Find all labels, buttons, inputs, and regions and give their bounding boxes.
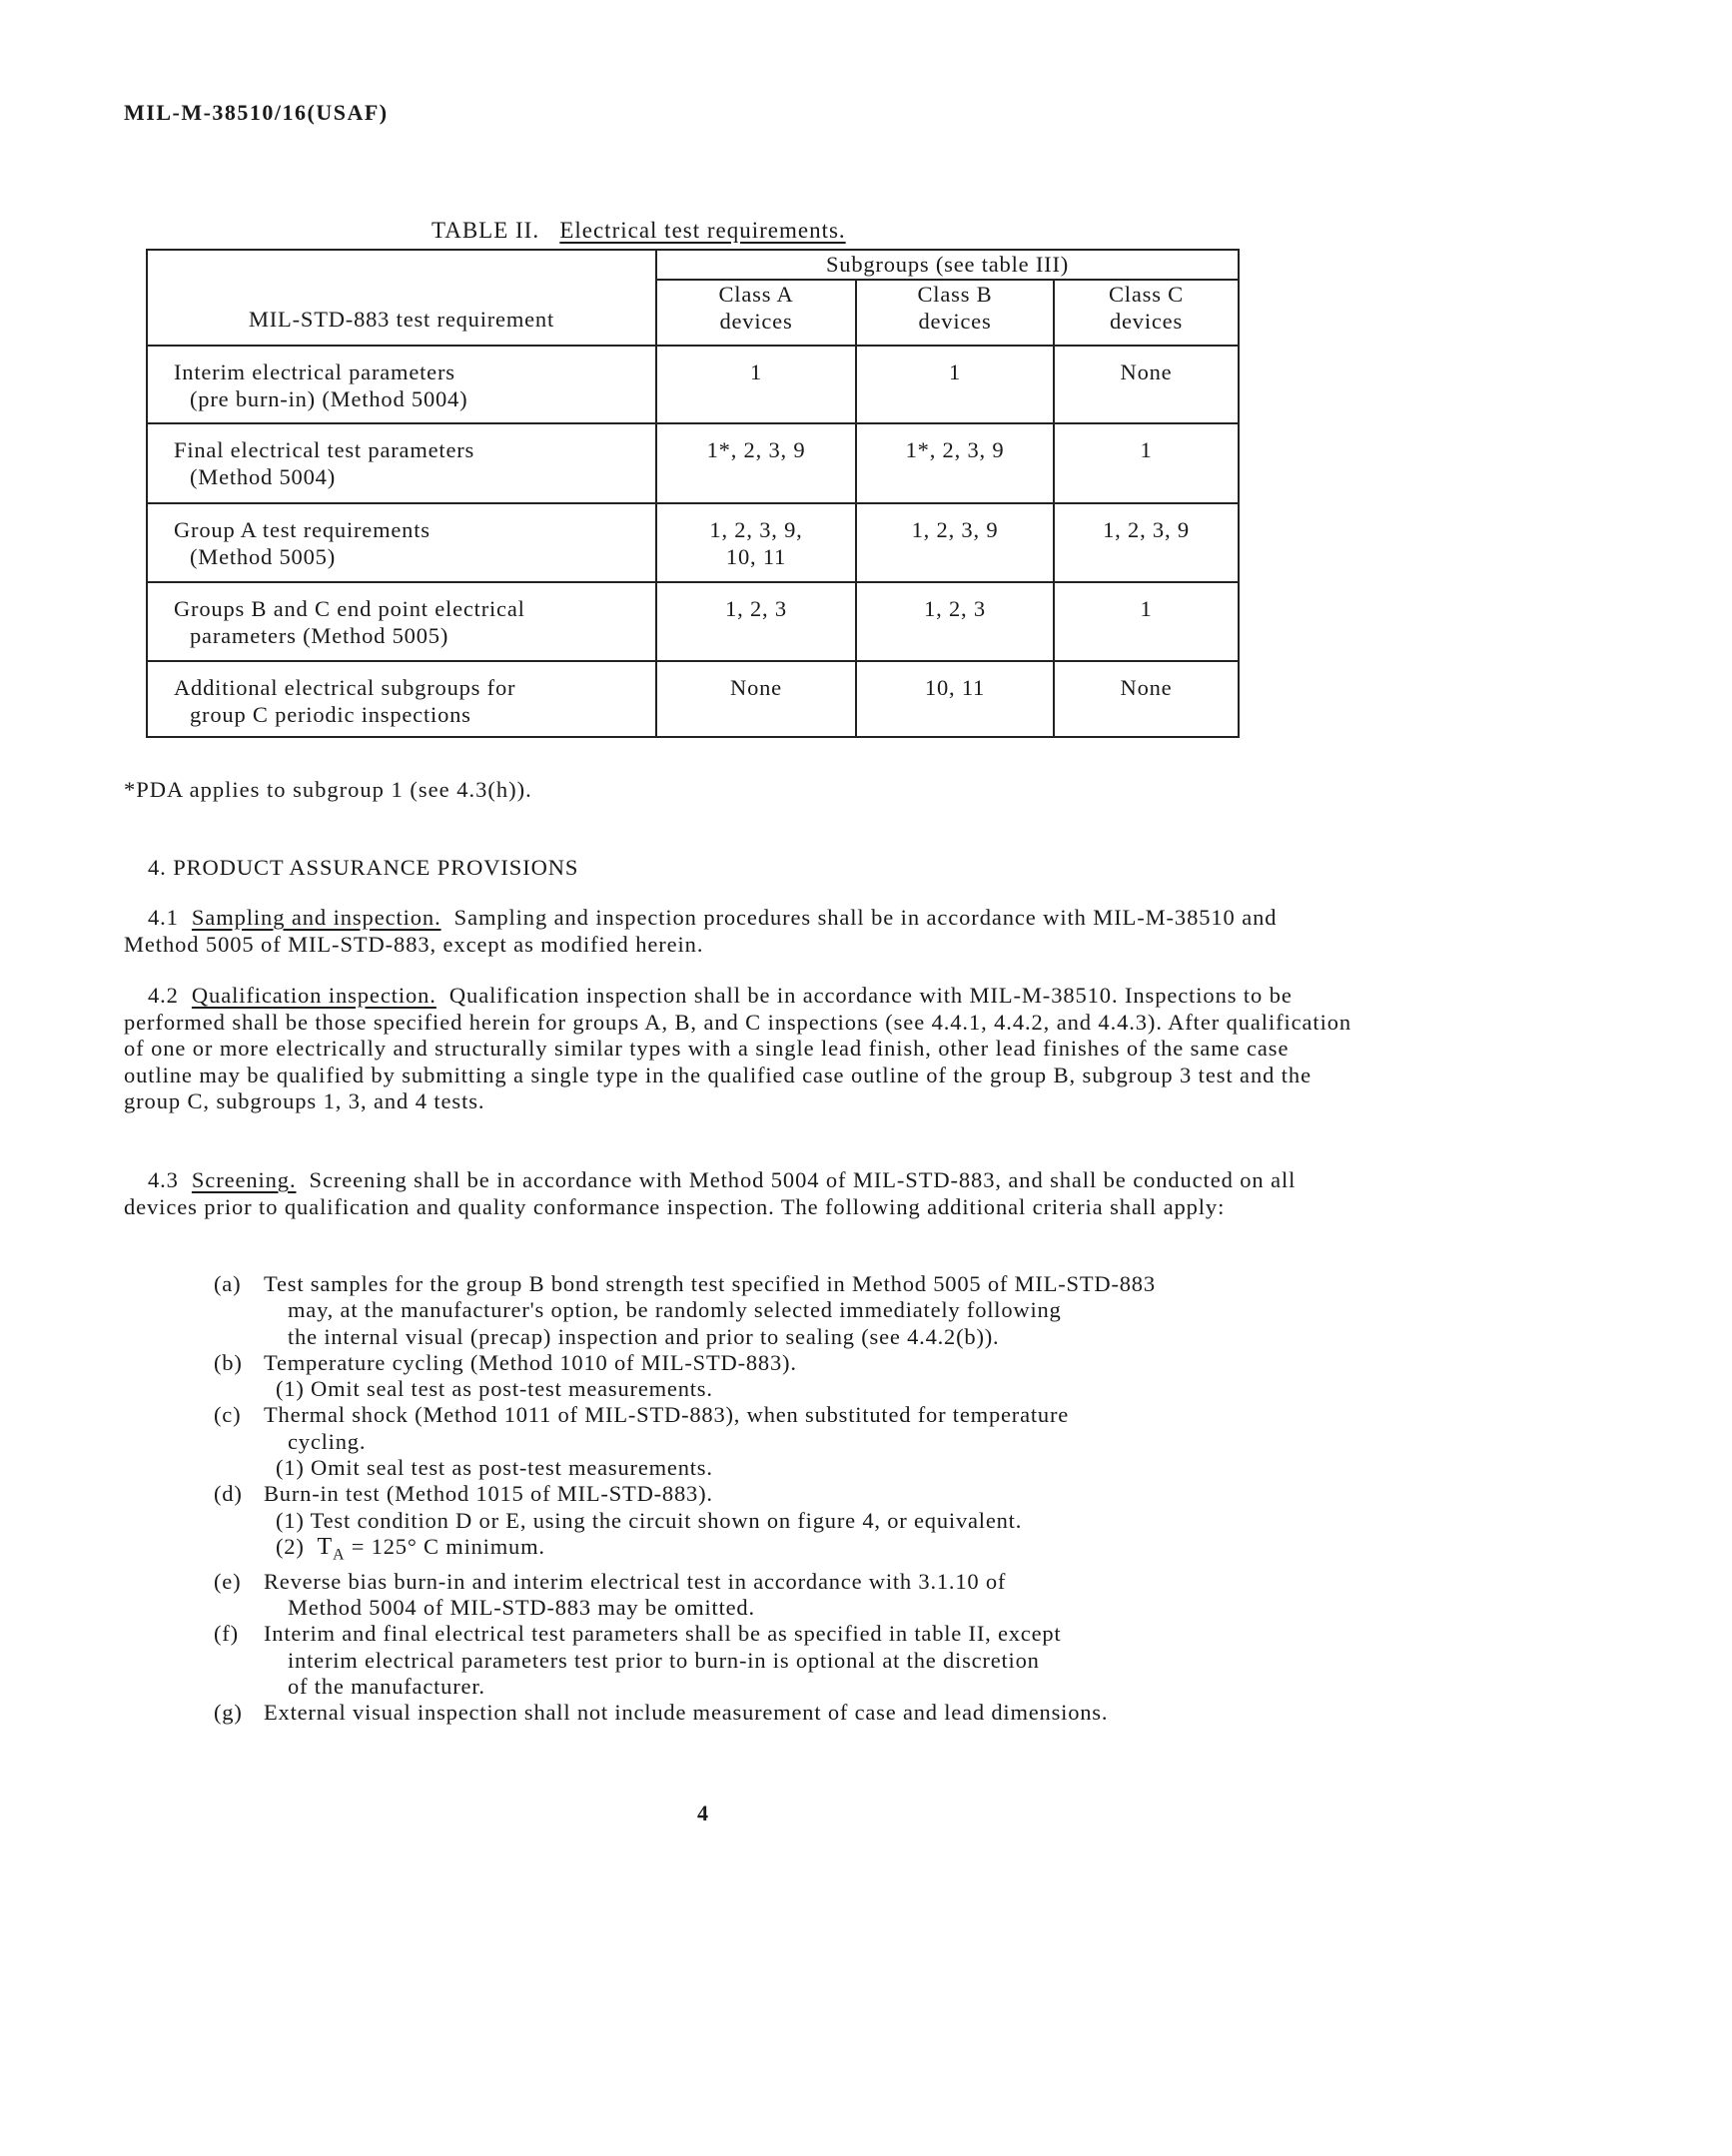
row-requirement: Group A test requirements (Method 5005) [147, 503, 656, 582]
document-id-header: MIL-M-38510/16(USAF) [124, 100, 389, 125]
list-item: (c) Thermal shock (Method 1011 of MIL-STD-883), when substituted for temperature cycling. (1) Omit seal test as post-test measurements. [214, 1402, 1070, 1481]
table-row [147, 503, 1239, 582]
table-title-prefix: TABLE II. [432, 218, 540, 243]
table-title [432, 218, 846, 244]
cell-class-c: 1 [1054, 423, 1239, 503]
cell-class-b: 1, 2, 3, 9 [856, 503, 1054, 582]
cell-class-b: 1*, 2, 3, 9 [856, 423, 1054, 503]
column-header-class-b: Class B devices [856, 280, 1054, 346]
paragraph-4-1-title: Sampling and inspection. [191, 905, 441, 930]
list-item: (a) Test samples for the group B bond strength test specified in Method 5005 of MIL-STD-883 may, at the manufacturer's option, be randomly selected immediately following the internal visual (precap) inspection and prior to sealing (see 4.4.2(b)). [214, 1271, 1156, 1349]
paragraph-4-2: 4.2 Qualification inspection. Qualification inspection shall be in accordance with MIL-M-38510. Inspections to be performed shall be those specified herein for groups A, B, and C inspections (see 4.4.1, 4.4.2, and 4.4.3). After qualification of one or more electrically and structurally similar types with a single lead finish, other lead finishes of the same case outline may be qualified by submitting a single type in the qualified case outline of the group B, subgroup 3 test and the group C, subgroups 1, 3, and 4 tests. [124, 983, 1352, 1113]
table-row [147, 346, 1239, 423]
cell-class-a: 1, 2, 3, 9, 10, 11 [656, 503, 856, 582]
column-header-class-c: Class C devices [1054, 280, 1239, 346]
row-requirement: Additional electrical subgroups for group C periodic inspections [147, 661, 656, 737]
row-requirement: Groups B and C end point electrical parameters (Method 5005) [147, 582, 656, 661]
column-header-requirement: MIL-STD-883 test requirement [147, 250, 656, 346]
cell-class-c: 1 [1054, 582, 1239, 661]
list-item: (g) External visual inspection shall not include measurement of case and lead dimensions. [214, 1700, 1109, 1726]
cell-class-b: 10, 11 [856, 661, 1054, 737]
cell-class-b: 1, 2, 3 [856, 582, 1054, 661]
list-item: (b) Temperature cycling (Method 1010 of MIL-STD-883). (1) Omit seal test as post-test measurements. [214, 1349, 797, 1402]
table-row [147, 582, 1239, 661]
page-number: 4 [697, 1800, 708, 1825]
cell-class-c: 1, 2, 3, 9 [1054, 503, 1239, 582]
cell-class-a: None [656, 661, 856, 737]
row-requirement: Final electrical test parameters (Method 5004) [147, 423, 656, 503]
cell-class-a: 1 [656, 346, 856, 423]
ta-line: (2) $T_A = 125^\circ$ C minimum. [276, 1533, 545, 1564]
list-item: (d) Burn-in test (Method 1015 of MIL-STD-883). (1) Test condition D or E, using the circuit shown on figure 4, or equivalent. (2) $T_A = 125^\circ$ C minimum. [214, 1481, 1372, 1568]
column-header-subgroups: Subgroups (see table III) [656, 250, 1239, 280]
cell-class-a: 1, 2, 3 [656, 582, 856, 661]
paragraph-4-2-title: Qualification inspection. [191, 983, 436, 1008]
paragraph-4-3: 4.3 Screening. Screening shall be in accordance with Method 5004 of MIL-STD-883, and shall be conducted on all devices prior to qualification and quality conformance inspection. The following additional criteria shall apply: [124, 1167, 1297, 1219]
list-item: (e) Reverse bias burn-in and interim electrical test in accordance with 3.1.10 of Method 5004 of MIL-STD-883 may be omitted. [214, 1568, 1007, 1621]
table-title-name: Electrical test requirements. [559, 218, 846, 243]
table-row [147, 423, 1239, 503]
cell-class-a: 1*, 2, 3, 9 [656, 423, 856, 503]
table-row [147, 661, 1239, 737]
paragraph-4-1: 4.1 Sampling and inspection. Sampling and inspection procedures shall be in accordance with MIL-M-38510 and Method 5005 of MIL-STD-883, except as modified herein. [124, 905, 1278, 957]
cell-class-c: None [1054, 661, 1239, 737]
paragraph-4-3-title: Screening. [191, 1167, 297, 1192]
column-header-class-a: Class A devices [656, 280, 856, 346]
cell-class-c: None [1054, 346, 1239, 423]
electrical-test-table [146, 249, 1240, 738]
cell-class-b: 1 [856, 346, 1054, 423]
screening-criteria-list [214, 1271, 1372, 1727]
row-requirement: Interim electrical parameters (pre burn-in) (Method 5004) [147, 346, 656, 423]
list-item: (f) Interim and final electrical test parameters shall be as specified in table II, except interim electrical parameters test prior to burn-in is optional at the discretion of the manufacturer. [214, 1621, 1062, 1699]
table-footnote: *PDA applies to subgroup 1 (see 4.3(h)). [124, 777, 532, 802]
section-heading: 4. PRODUCT ASSURANCE PROVISIONS [148, 855, 579, 880]
